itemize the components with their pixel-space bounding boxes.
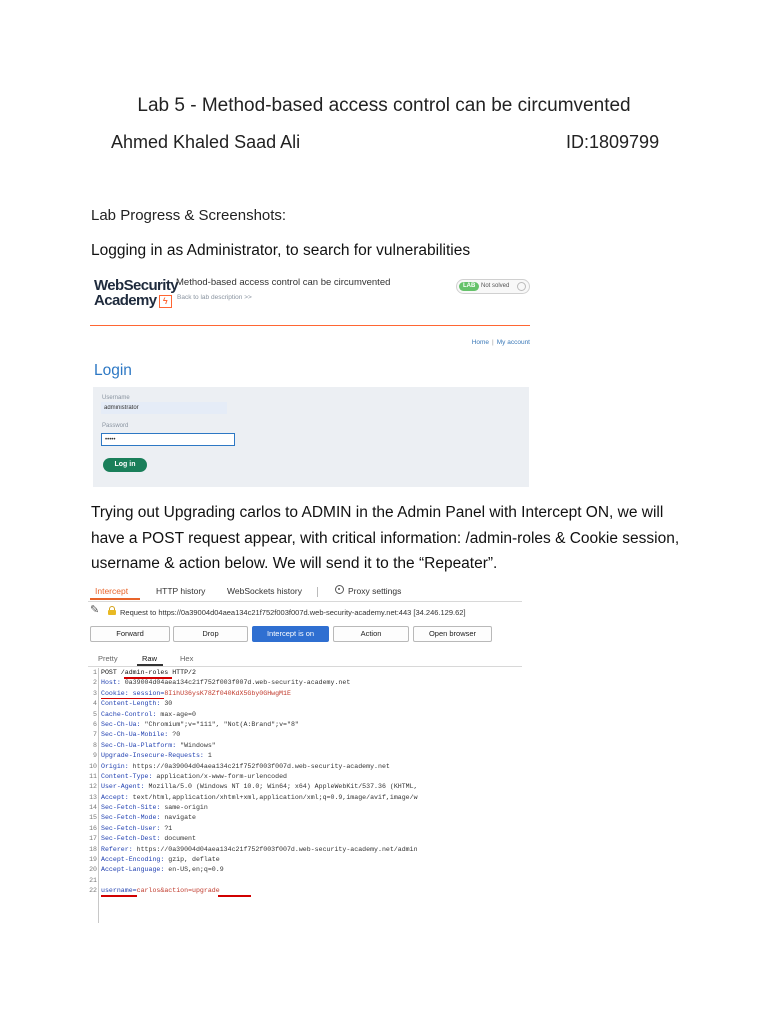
underline-action bbox=[218, 895, 251, 897]
underline-cookie-session bbox=[101, 698, 164, 700]
active-view-indicator bbox=[137, 664, 163, 666]
header-value: ?0 bbox=[168, 731, 181, 739]
header-name: Origin: bbox=[101, 762, 129, 770]
tab-proxy-settings[interactable]: Proxy settings bbox=[348, 586, 402, 596]
header-name: Upgrade-Insecure-Requests: bbox=[101, 752, 204, 760]
line-number: 15 bbox=[89, 814, 97, 822]
header-value: application/x-www-form-urlencoded bbox=[152, 772, 287, 780]
underline-username bbox=[101, 895, 137, 897]
tab-raw[interactable]: Raw bbox=[142, 654, 158, 663]
header-divider bbox=[90, 325, 530, 326]
header-name: Sec-Ch-Ua-Platform: bbox=[101, 741, 177, 749]
websecurity-academy-logo bbox=[94, 278, 178, 308]
action-button[interactable]: Action bbox=[333, 626, 409, 642]
header-name: POST /admin-roles HTTP/2 bbox=[101, 669, 196, 676]
tab-http-history[interactable]: HTTP history bbox=[156, 586, 206, 596]
header-value: 1 bbox=[203, 752, 212, 760]
paragraph-intercept: Trying out Upgrading carlos to ADMIN in the Admin Panel with Intercept ON, we will have a POST request appear, with critical information: /admin-roles & Cookie session, username & action below. We will send it to the “Repeater”. bbox=[91, 504, 680, 572]
request-line bbox=[88, 741, 522, 751]
request-line bbox=[88, 834, 522, 844]
request-line bbox=[88, 845, 522, 855]
header-name: Sec-Fetch-Mode: bbox=[101, 814, 161, 822]
header-name: Cache-Control: bbox=[101, 710, 157, 718]
nav-separator: | bbox=[492, 339, 494, 346]
open-browser-button[interactable]: Open browser bbox=[413, 626, 492, 642]
header-value: ?1 bbox=[160, 824, 173, 832]
line-number: 21 bbox=[89, 876, 97, 884]
logo-line1: WebSecurity bbox=[94, 277, 178, 294]
username-field[interactable] bbox=[101, 402, 227, 414]
tab-websockets-history[interactable]: WebSockets history bbox=[227, 586, 302, 596]
request-line bbox=[88, 886, 522, 896]
header-name: Cookie: session= bbox=[101, 689, 165, 697]
header-name: Referer: bbox=[101, 845, 133, 853]
line-number: 10 bbox=[89, 762, 97, 770]
line-number: 9 bbox=[93, 752, 97, 760]
login-form bbox=[93, 387, 529, 487]
header-name: Accept-Language: bbox=[101, 866, 165, 874]
home-link[interactable]: Home bbox=[471, 339, 490, 346]
lab-badge: LAB bbox=[459, 282, 479, 291]
username-label: Username bbox=[102, 395, 130, 401]
tab-separator bbox=[317, 587, 318, 597]
line-number: 5 bbox=[93, 710, 97, 718]
header-value: en-US,en;q=0.9 bbox=[164, 866, 224, 874]
request-line bbox=[88, 782, 522, 792]
line-number: 13 bbox=[89, 793, 97, 801]
header-value: "Windows" bbox=[176, 741, 216, 749]
underline-admin-roles bbox=[124, 677, 172, 679]
line-number: 17 bbox=[89, 835, 97, 843]
header-name: Sec-Fetch-User: bbox=[101, 824, 161, 832]
header-name: Sec-Fetch-Site: bbox=[101, 804, 161, 812]
header-name: Sec-Fetch-Dest: bbox=[101, 835, 161, 843]
header-value: 0a39004d04aea134c21f752f003f007d.web-security-academy.net bbox=[120, 679, 351, 687]
header-value: 8IihU36ysK78Zf040KdX5Gby0GHwgM1E bbox=[164, 689, 291, 697]
line-number: 14 bbox=[89, 804, 97, 812]
header-value: "Chromium";v="111", "Not(A:Brand";v="8" bbox=[140, 720, 299, 728]
request-line bbox=[88, 793, 522, 803]
lock-icon bbox=[108, 606, 116, 615]
section-heading: Lab Progress & Screenshots: bbox=[91, 207, 287, 224]
author-name: Ahmed Khaled Saad Ali bbox=[111, 132, 301, 152]
header-name: Accept: bbox=[101, 793, 129, 801]
request-line bbox=[88, 730, 522, 740]
proxy-tabs bbox=[88, 580, 522, 602]
header-value: https://0a39004d04aea134c21f752f003f007d.web-security-academy.net bbox=[128, 762, 390, 770]
logo-line2: Academy bbox=[94, 292, 157, 309]
header-name: Accept-Encoding: bbox=[101, 856, 165, 864]
student-id: ID:1809799 bbox=[566, 132, 660, 152]
header-value: max-age=0 bbox=[156, 710, 196, 718]
header-value: https://0a39004d04aea134c21f752f003f007d.web-security-academy.net/admin bbox=[132, 845, 418, 853]
request-line bbox=[88, 803, 522, 813]
header-name: User-Agent: bbox=[101, 783, 145, 791]
line-number: 8 bbox=[93, 741, 97, 749]
header-name: Sec-Ch-Ua: bbox=[101, 720, 141, 728]
request-line bbox=[88, 772, 522, 782]
tab-pretty[interactable]: Pretty bbox=[98, 654, 118, 663]
tab-hex[interactable]: Hex bbox=[180, 654, 194, 663]
gear-icon bbox=[335, 585, 344, 594]
header-name: username= bbox=[101, 887, 137, 895]
header-value: document bbox=[160, 835, 196, 843]
lab-name: Method-based access control can be circumvented bbox=[176, 277, 391, 288]
header-name: Content-Length: bbox=[101, 700, 161, 708]
header-name: Content-Type: bbox=[101, 772, 153, 780]
header-value: same-origin bbox=[160, 804, 208, 812]
line-number: 20 bbox=[89, 866, 97, 874]
paragraph-login: Logging in as Administrator, to search for vulnerabilities bbox=[91, 242, 471, 259]
line-number: 12 bbox=[89, 783, 97, 791]
header-value: Mozilla/5.0 (Windows NT 10.0; Win64; x64) AppleWebKit/537.36 (KHTML, bbox=[144, 783, 418, 791]
password-field[interactable] bbox=[101, 433, 235, 446]
line-number: 6 bbox=[93, 720, 97, 728]
line-number: 2 bbox=[93, 679, 97, 687]
top-nav bbox=[472, 339, 530, 346]
status-circle-icon bbox=[517, 282, 526, 291]
line-number: 4 bbox=[93, 700, 97, 708]
lab-login-screenshot bbox=[90, 268, 530, 490]
my-account-link[interactable]: My account bbox=[496, 339, 530, 346]
request-line bbox=[88, 678, 522, 688]
lab-status-text: Not solved bbox=[481, 283, 510, 289]
burp-intercept-screenshot bbox=[88, 580, 522, 925]
message-view-tabs bbox=[88, 651, 522, 667]
intercept-toggle-button[interactable]: Intercept is on bbox=[252, 626, 329, 642]
lab-status-widget bbox=[456, 279, 530, 294]
request-line bbox=[88, 751, 522, 761]
request-line bbox=[88, 813, 522, 823]
request-line bbox=[88, 876, 522, 886]
drop-button[interactable]: Drop bbox=[173, 626, 248, 642]
header-value: 30 bbox=[160, 700, 173, 708]
line-number: 7 bbox=[93, 731, 97, 739]
request-line bbox=[88, 824, 522, 834]
line-number: 19 bbox=[89, 856, 97, 864]
line-number: 11 bbox=[89, 772, 97, 780]
line-number: 1 bbox=[93, 669, 97, 676]
document-title: Lab 5 - Method-based access control can be circumvented bbox=[137, 95, 631, 116]
password-label: Password bbox=[102, 423, 129, 429]
request-line bbox=[88, 699, 522, 709]
line-number: 3 bbox=[93, 689, 97, 697]
request-line bbox=[88, 762, 522, 772]
login-button[interactable]: Log in bbox=[103, 458, 147, 472]
login-heading: Login bbox=[94, 362, 132, 379]
header-value: text/html,application/xhtml+xml,application/xml;q=0.9,image/avif,image/w bbox=[128, 793, 418, 801]
line-number: 22 bbox=[89, 887, 97, 895]
request-line bbox=[88, 855, 522, 865]
request-editor[interactable] bbox=[88, 668, 522, 897]
request-line bbox=[88, 865, 522, 875]
request-target: Request to https://0a39004d04aea134c21f752f003f007d.web-security-academy.net:443 [34.246.129.62] bbox=[120, 608, 466, 617]
line-number: 16 bbox=[89, 824, 97, 832]
line-number: 18 bbox=[89, 845, 97, 853]
active-tab-indicator bbox=[90, 598, 140, 600]
header-name: Sec-Ch-Ua-Mobile: bbox=[101, 731, 169, 739]
header-name: Host: bbox=[101, 679, 121, 687]
pencil-icon[interactable]: ✎ bbox=[90, 604, 100, 616]
header-value: navigate bbox=[160, 814, 196, 822]
header-value: gzip, deflate bbox=[164, 856, 220, 864]
request-line bbox=[88, 710, 522, 720]
tab-intercept[interactable]: Intercept bbox=[95, 586, 129, 596]
header-value: carlos&action=upgrade bbox=[136, 887, 220, 895]
lightning-icon: ϟ bbox=[159, 295, 172, 308]
back-to-description-link[interactable]: Back to lab description >> bbox=[177, 294, 252, 301]
forward-button[interactable]: Forward bbox=[90, 626, 170, 642]
request-line bbox=[88, 720, 522, 730]
